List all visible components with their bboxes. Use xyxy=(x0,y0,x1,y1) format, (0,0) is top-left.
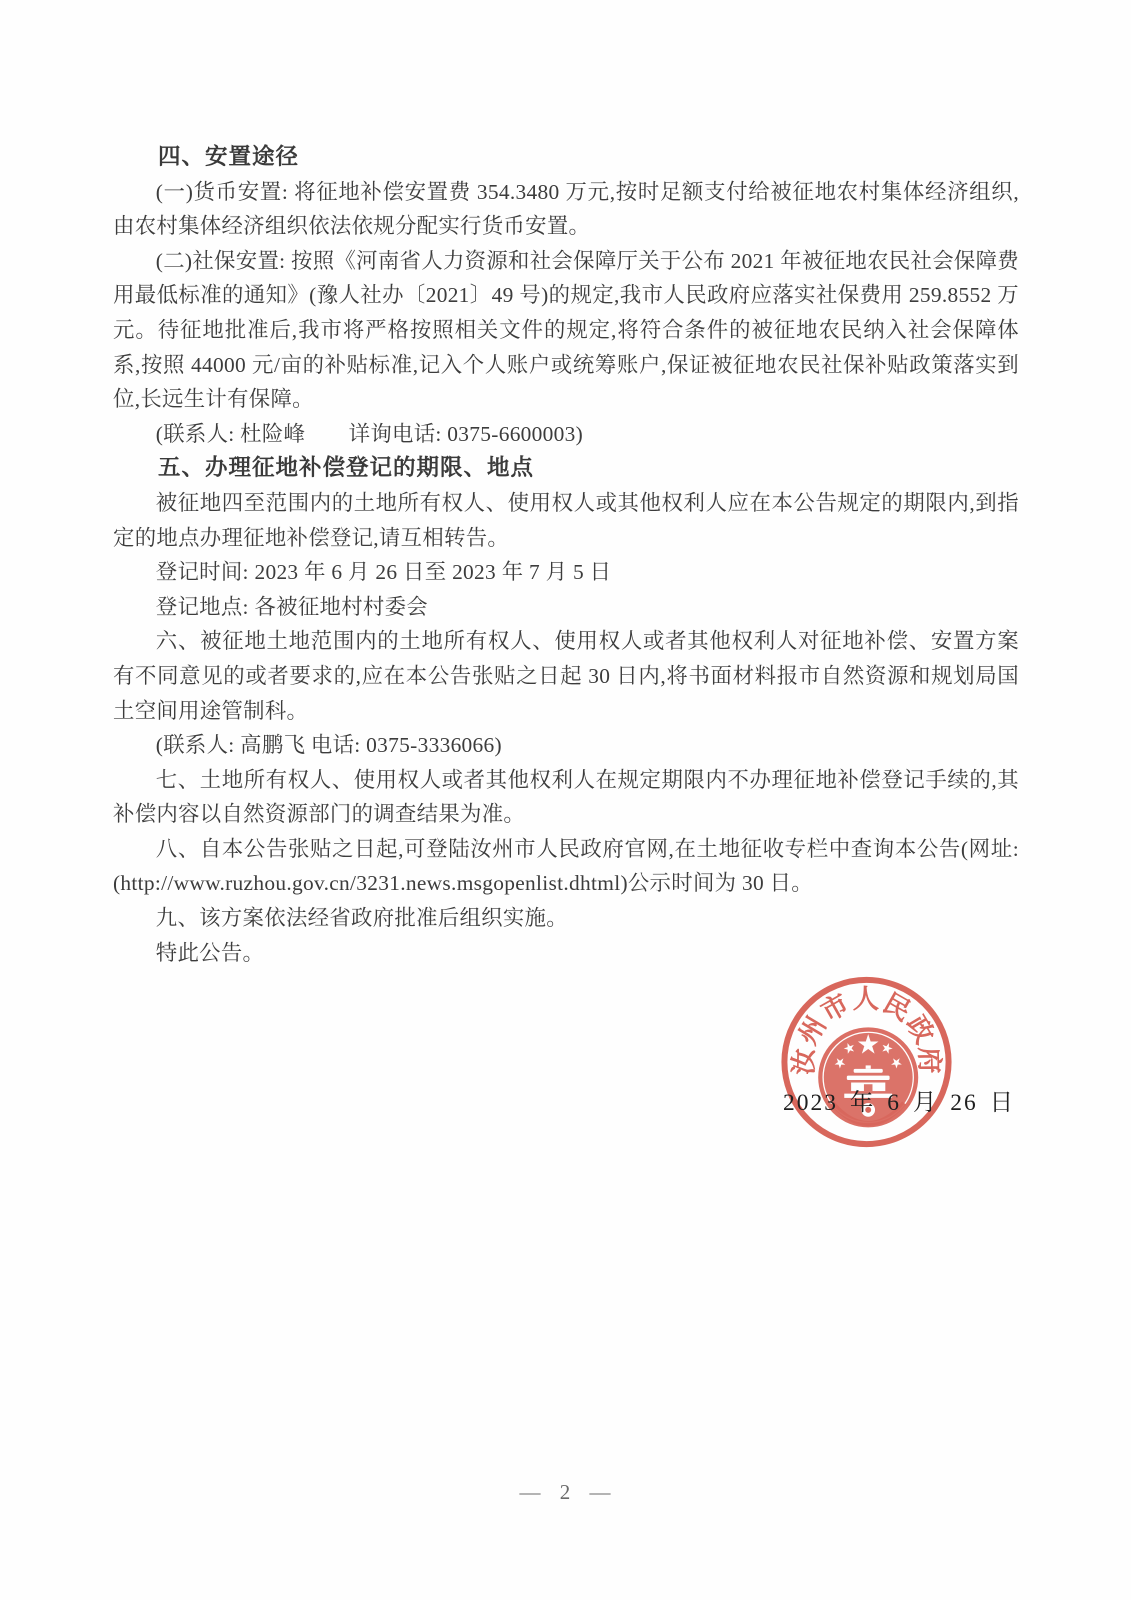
para-monetary-resettlement: (一)货币安置: 将征地补偿安置费 354.3480 万元,按时足额支付给被征地农村集体经济组织,由农村集体经济组织依法依规分配实行货币安置。 xyxy=(113,179,1019,239)
seal-graphic xyxy=(781,975,952,1149)
para-section-9-implementation: 九、该方案依法经省政府批准后组织实施。 xyxy=(155,906,568,931)
para-registration-notice: 被征地四至范围内的土地所有权人、使用权人或其他权利人应在本公告规定的期限内,到指定的地点办理征地补偿登记,请互相转告。 xyxy=(113,490,1019,550)
seal-org-name: 汝州市人民政府 xyxy=(788,984,945,1076)
para-section-7-overdue-registration: 七、土地所有权人、使用权人或者其他权利人在规定期限内不办理征地补偿登记手续的,其补偿内容以自然资源部门的调查结果为准。 xyxy=(113,767,1019,827)
para-registration-location: 登记地点: 各被征地村村委会 xyxy=(155,594,428,619)
para-registration-time: 登记时间: 2023 年 6 月 26 日至 2023 年 7 月 5 日 xyxy=(155,560,612,585)
official-seal-stamp xyxy=(781,975,952,1149)
heading-section-5-registration-period-location: 五、办理征地补偿登记的期限、地点 xyxy=(158,455,535,481)
announcement-body xyxy=(113,140,1019,970)
para-section-6-objections: 六、被征地土地范围内的土地所有权人、使用权人或者其他权利人对征地补偿、安置方案有不同意见的或者要求的,应在本公告张贴之日起 30 日内,将书面材料报市自然资源和规划局国土空间用途管制科。 xyxy=(113,629,1019,723)
para-closing-statement: 特此公告。 xyxy=(155,940,265,965)
sign-date: 2023 年 6 月 26 日 xyxy=(783,1090,1016,1116)
page-number: — 2 — xyxy=(519,1480,612,1504)
para-contact-du-xianfeng: (联系人: 杜险峰 详询电话: 0375-6600003) xyxy=(155,421,584,446)
para-social-security-resettlement: (二)社保安置: 按照《河南省人力资源和社会保障厅关于公布 2021 年被征地农民社会保障费用最低标准的通知》(豫人社办〔2021〕49 号)的规定,我市人民政府应落实社保费用 259.8552 万元。待征地批准后,我市将严格按照相关文件的规定,将符合条件的被征地农民纳入社会保障体系,按照 44000 元/亩的补贴标准,记入个人账户或统筹账户,保证被征地农民社保补贴政策落实到位,长远生计有保障。 xyxy=(113,248,1019,412)
heading-section-4-resettlement-methods: 四、安置途径 xyxy=(158,144,300,169)
para-contact-gao-pengfei: (联系人: 高鹏飞 电话: 0375-3336066) xyxy=(155,733,502,758)
para-section-8-website-announcement: 八、自本公告张贴之日起,可登陆汝州市人民政府官网,在土地征收专栏中查询本公告(网址:(http://www.ruzhou.gov.cn/3231.news.msgopenlist.dhtml)公示时间为 30 日。 xyxy=(113,836,1019,896)
